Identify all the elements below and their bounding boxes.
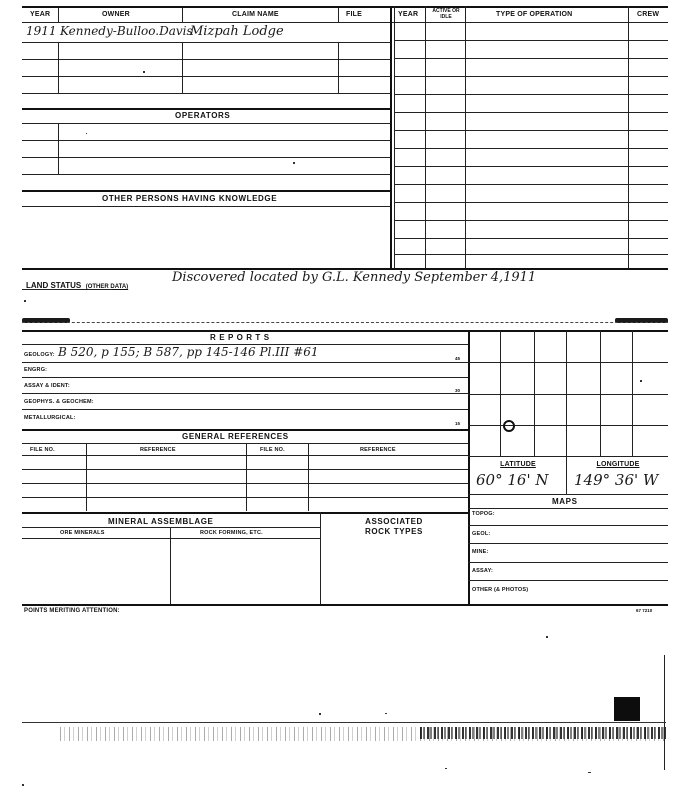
margin-15: 15 [455,421,461,426]
operators-heading: OPERATORS [175,111,231,120]
maps-mine-label: MINE: [472,549,489,555]
header-file: FILE [346,11,362,18]
geophys-label: GEOPHYS. & GEOCHEM: [24,399,94,405]
header-year: YEAR [30,11,51,18]
maps-geol-label: GEOL: [472,531,491,537]
geology-label: GEOLOGY: [24,352,55,358]
file-no-header-2: FILE NO. [260,447,285,453]
maps-topog-label: TOPOG: [472,511,495,517]
metallurgical-label: METALLURGICAL: [24,415,76,421]
header-year-2: YEAR [398,11,419,18]
land-status [26,275,128,293]
entry-claim-name: Mizpah Lodge [190,24,284,39]
right-panel-divider [390,6,392,269]
header-claim-name: CLAIM NAME [232,11,279,18]
header-type-of-operation: TYPE OF OPERATION [496,11,573,18]
maps-heading: MAPS [552,497,578,506]
points-meriting-attention: POINTS MERITING ATTENTION: [24,608,120,614]
scan-edge-line [664,655,665,770]
land-status-sublabel: (OTHER DATA) [85,284,129,290]
land-status-value: Discovered located by G.L. Kennedy September 4,1911 [172,270,537,285]
header-owner: OWNER [102,11,130,18]
rock-forming-header: ROCK FORMING, ETC. [200,530,263,536]
margin-30: 30 [455,388,461,393]
reference-header-1: REFERENCE [140,447,176,453]
longitude-label: LONGITUDE [596,461,640,468]
entry-owner: Kennedy-Bulloo.Davis [60,24,193,38]
top-border [22,6,668,8]
associated-heading: ASSOCIATED [365,517,423,526]
land-status-label: LAND STATUS [26,281,82,290]
general-references-heading: GENERAL REFERENCES [182,432,289,441]
reference-header-2: REFERENCE [360,447,396,453]
latitude-value: 60° 16' N [476,471,549,489]
mineral-assemblage-heading: MINERAL ASSEMBLAGE [108,517,214,526]
margin-45: 45 [455,356,461,361]
reports-heading: R E P O R T S [210,333,270,342]
latitude-label: LATITUDE [500,461,536,468]
scan-noise-dark [420,727,666,739]
ore-minerals-header: ORE MINERALS [60,530,105,536]
entry-year: 1911 [26,24,57,38]
geology-value: B 520, p 155; B 587, pp 145-146 Pl.III #61 [58,345,319,359]
engrg-label: ENGRG: [24,367,48,373]
scan-noise-line [22,722,666,723]
rock-types-heading: ROCK TYPES [364,527,423,536]
form-number: 67 7210 [636,608,653,613]
header-rule [22,22,668,23]
other-persons-heading: OTHER PERSONS HAVING KNOWLEDGE [102,194,278,203]
black-registration-square [614,697,640,721]
header-active-or-idle: ACTIVE OR IDLE [432,8,460,20]
longitude-value: 149° 36' W [574,471,659,489]
maps-other-label: OTHER (& PHOTOS) [472,587,529,593]
assay-ident-label: ASSAY & IDENT: [24,383,70,389]
maps-assay-label: ASSAY: [472,568,494,574]
file-no-header-1: FILE NO. [30,447,55,453]
header-crew: CREW [637,11,660,18]
location-mark [503,420,515,432]
